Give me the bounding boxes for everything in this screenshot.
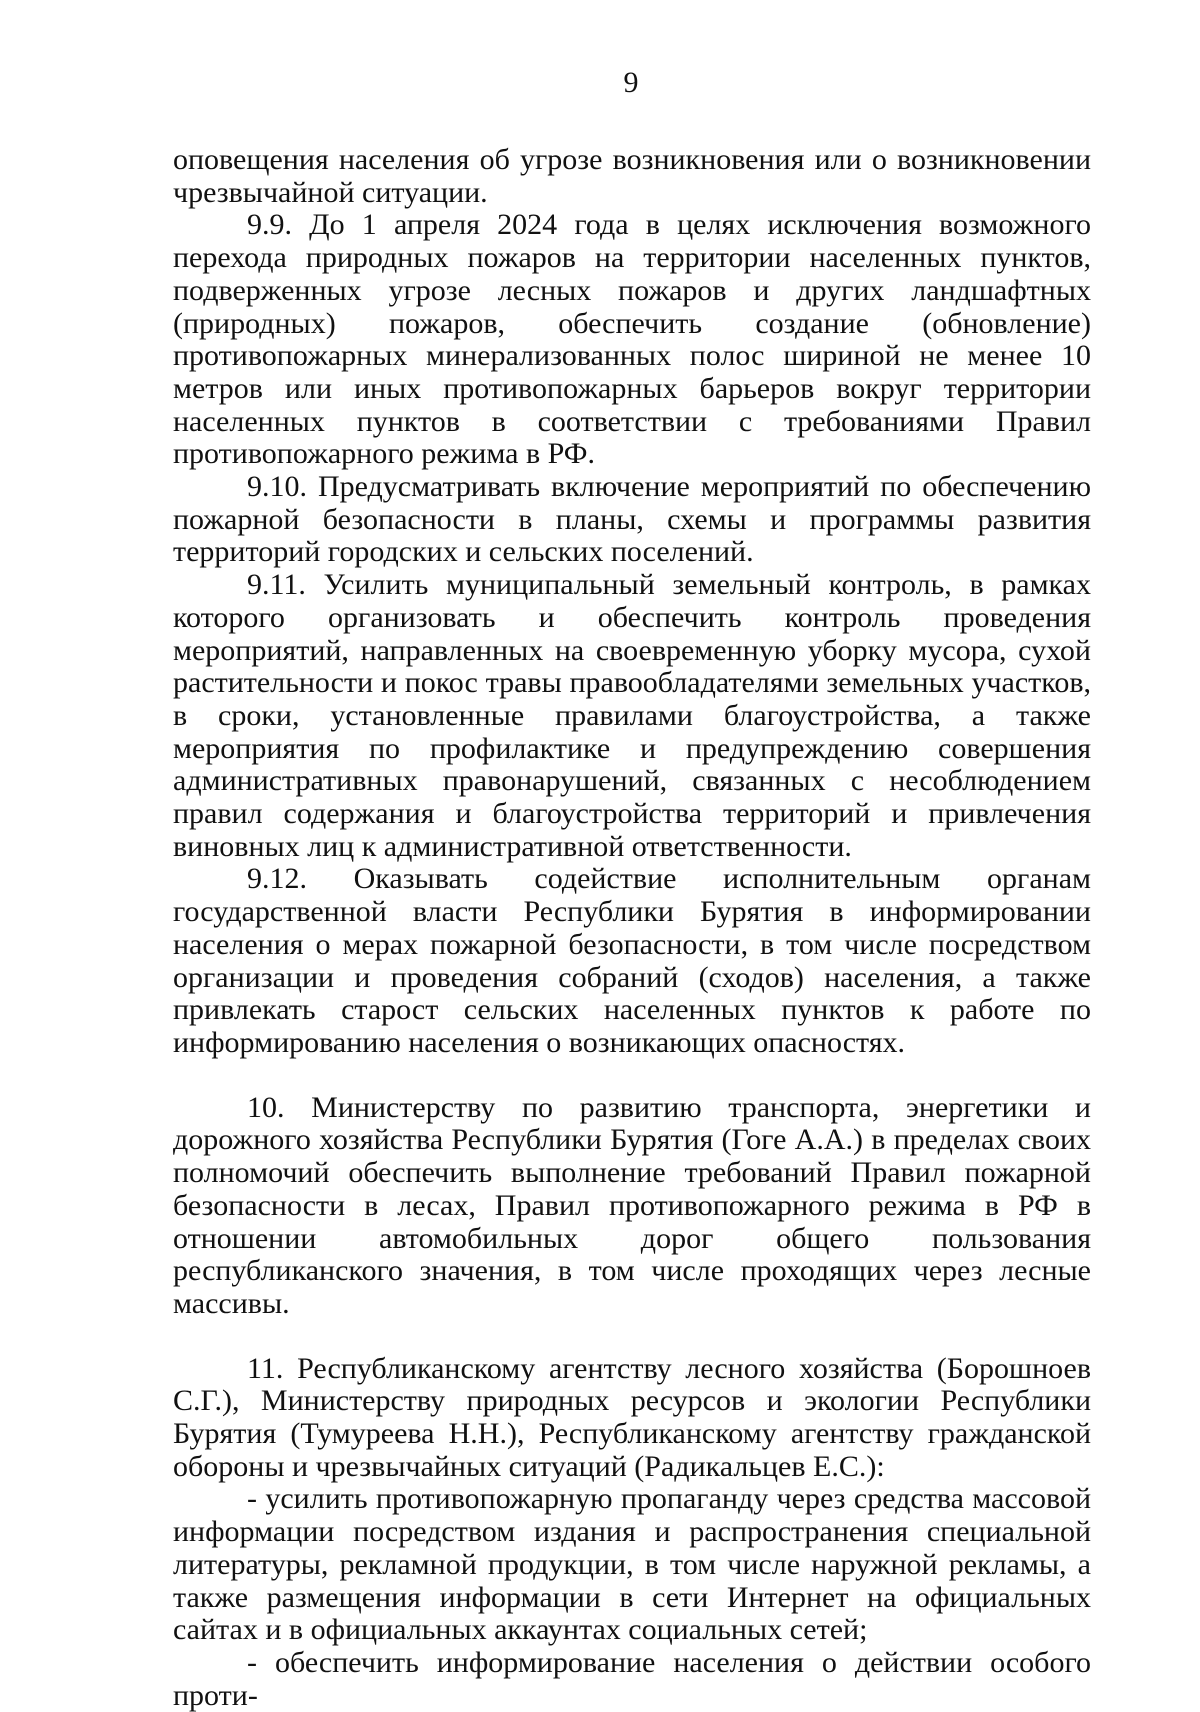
paragraph-9-9: 9.9. До 1 апреля 2024 года в целях исключения возможного перехода природных пожаров на территории населенных пунктов, подверженных угрозе лесных пожаров и других ландшафтных (природных) пожаров, обеспечить создание (обновление) противопожарных минерализованных полос шириной не менее 10 метров или иных противопожарных барьеров вокруг территории населенных пунктов в соответствии с требованиями Правил противопожарного режима в РФ.	[173, 208, 1091, 471]
paragraph-10: 10. Министерству по развитию транспорта, энергетики и дорожного хозяйства Республики Бурятия (Гоге А.А.) в пределах своих полномочий обеспечить выполнение требований Правил пожарной безопасности в лесах, Правил противопожарного режима в РФ в отношении автомобильных дорог общего пользования республиканского значения, в том числе проходящих через лесные массивы.	[173, 1090, 1091, 1320]
list-item-propaganda: - усилить противопожарную пропаганду через средства массовой информации посредством издания и распространения специальной литературы, рекламной продукции, в том числе наружной рекламы, а также размещения информации в сети Интернет на официальных сайтах и в официальных аккаунтах социальных сетей;	[173, 1482, 1091, 1647]
paragraph-11: 11. Республиканскому агентству лесного хозяйства (Борошноев С.Г.), Министерству природных ресурсов и экологии Республики Бурятия (Тумуреева Н.Н.), Республиканскому агентству гражданской обороны и чрезвычайных ситуаций (Радикальцев Е.С.):	[173, 1351, 1091, 1483]
paragraph-continuation: оповещения населения об угрозе возникновения или о возникновении чрезвычайной ситуации.	[173, 143, 1091, 209]
page-number: 9	[623, 66, 639, 99]
paragraph-9-10: 9.10. Предусматривать включение мероприятий по обеспечению пожарной безопасности в планы, схемы и программы развития территорий городских и сельских поселений.	[173, 470, 1091, 569]
paragraph-9-12: 9.12. Оказывать содействие исполнительным органам государственной власти Республики Бурятия в информировании населения о мерах пожарной безопасности, в том числе посредством организации и проведения собраний (сходов) населения, а также привлекать старост сельских населенных пунктов к работе по информированию населения о возникающих опасностях.	[173, 862, 1091, 1059]
document-body	[173, 144, 1091, 1712]
paragraph-9-11: 9.11. Усилить муниципальный земельный контроль, в рамках которого организовать и обеспечить контроль проведения мероприятий, направленных на своевременную уборку мусора, сухой растительности и покос травы правообладателями земельных участков, в сроки, установленные правилами благоустройства, а также мероприятия по профилактике и предупреждению совершения административных правонарушений, связанных с несоблюдением правил содержания и благоустройства территорий и привлечения виновных лиц к административной ответственности.	[173, 568, 1091, 863]
list-item-informing: - обеспечить информирование населения о действии особого проти-	[173, 1645, 1091, 1712]
